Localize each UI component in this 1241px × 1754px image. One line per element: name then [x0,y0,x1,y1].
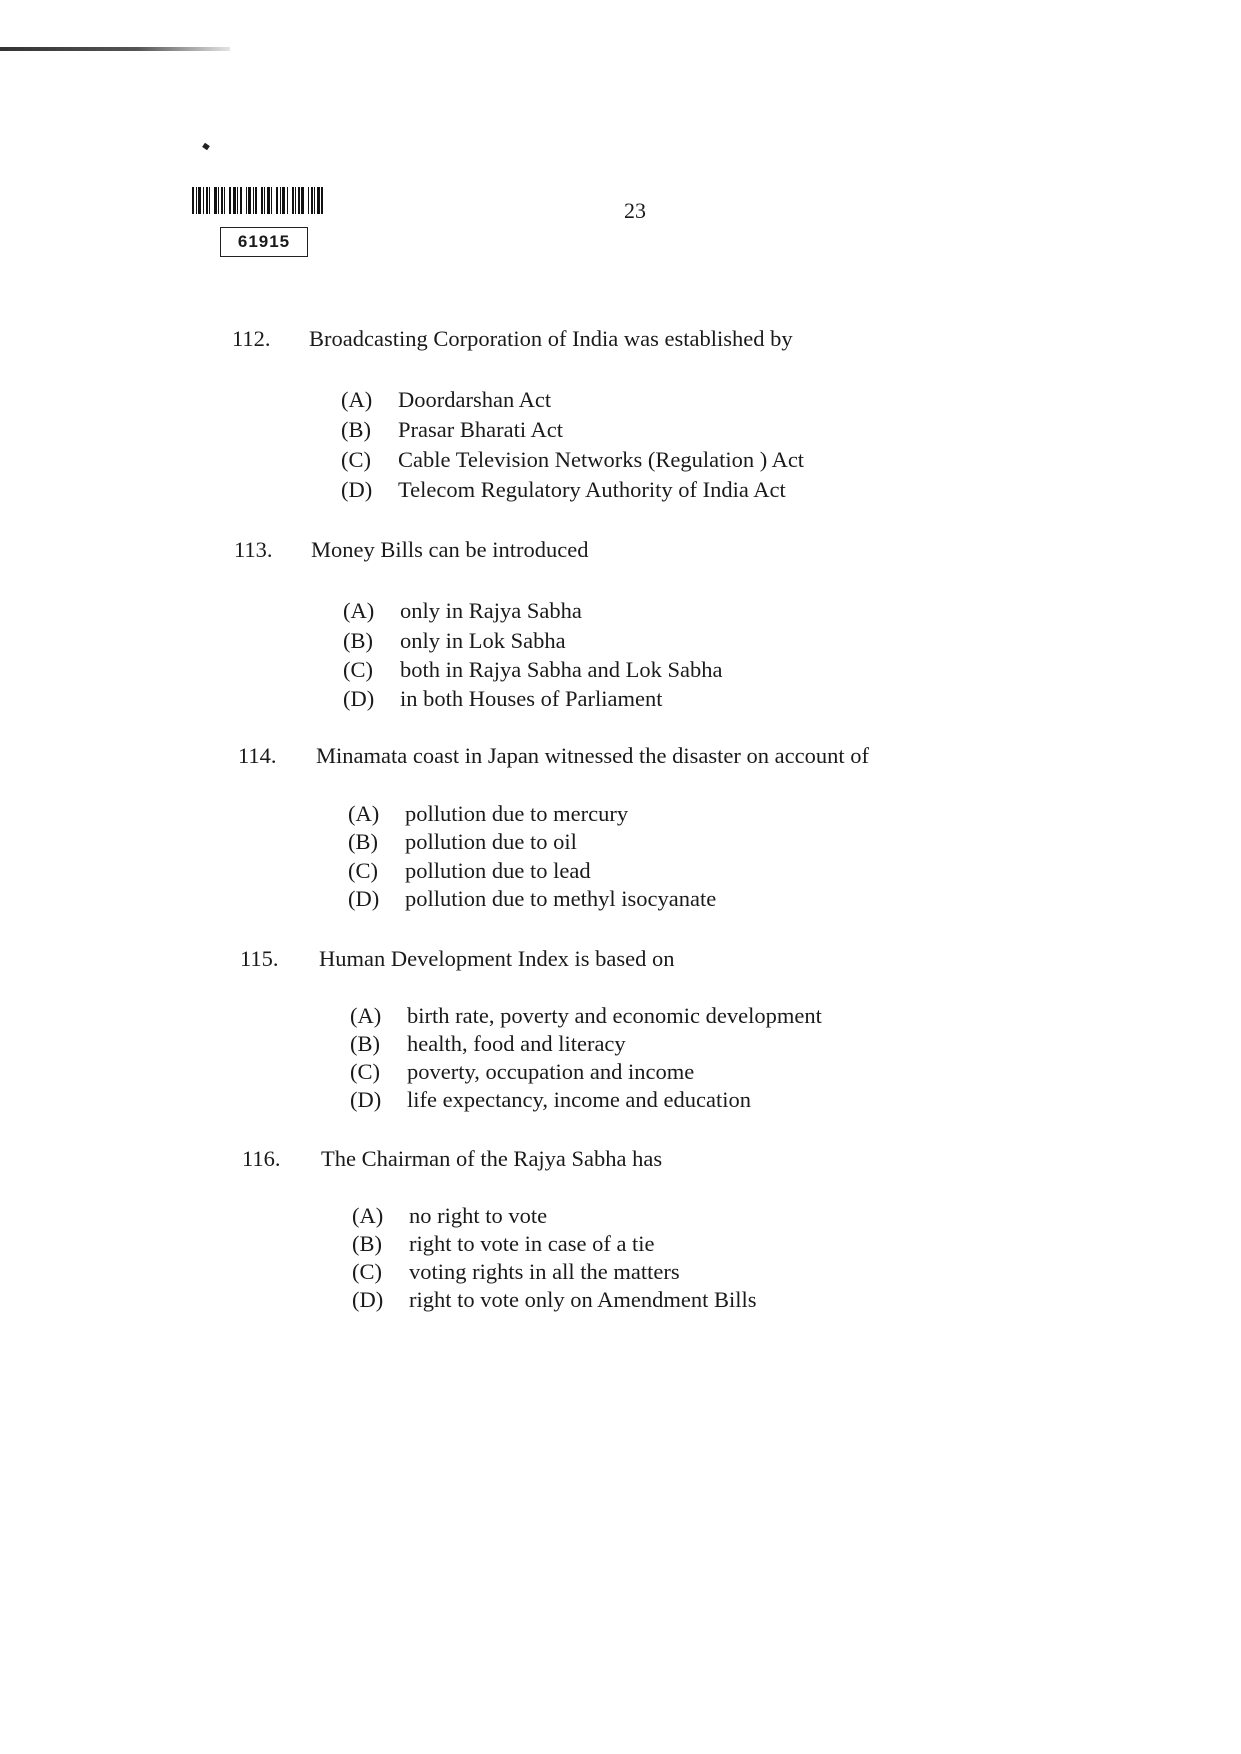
barcode [192,187,347,214]
paper-code-box: 61915 [220,227,308,257]
question-number: 116. [242,1146,281,1171]
question-number: 114. [238,743,277,768]
question-text: Broadcasting Corporation of India was established by [309,326,793,351]
question-number: 115. [240,946,279,971]
question-text: The Chairman of the Rajya Sabha has [321,1146,663,1171]
page-number: 23 [624,198,646,223]
question-number: 113. [234,537,273,562]
question-number: 112. [232,326,271,351]
question-text: Money Bills can be introduced [311,537,589,562]
scan-speck [202,143,210,151]
question-text: Human Development Index is based on [319,946,675,971]
scan-edge-mark [0,47,230,51]
question-text: Minamata coast in Japan witnessed the disaster on account of [316,743,869,768]
